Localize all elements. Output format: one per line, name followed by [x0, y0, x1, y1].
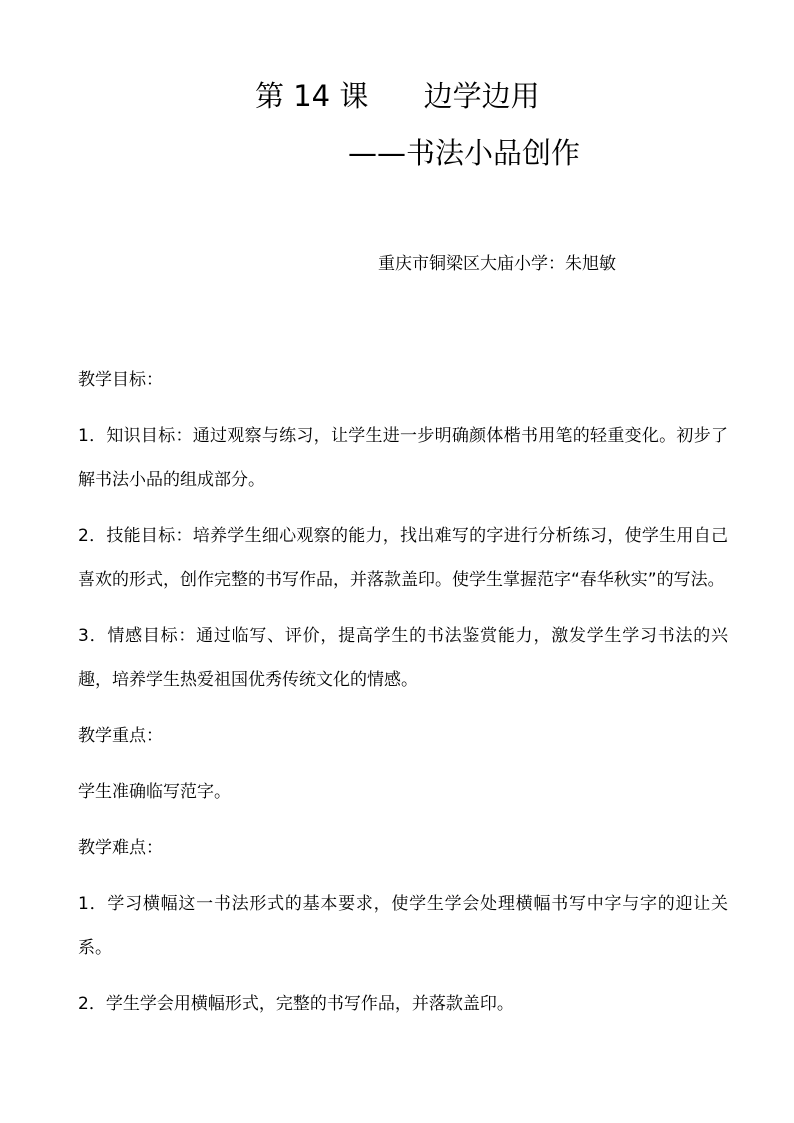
- difficulty-1: 1．学习横幅这一书法形式的基本要求，使学生学会处理横幅书写中字与字的迎让关系。: [78, 894, 728, 958]
- author-line: 重庆市铜梁区大庙小学：朱旭敏: [378, 254, 616, 274]
- objective-skill: 2．技能目标：培养学生细心观察的能力，找出难写的字进行分析练习，使学生用自己喜欢的形式，创作完整的书写作品，并落款盖印。使学生掌握范字“春华秋实”的写法。: [78, 526, 728, 590]
- objective-emotion: 3．情感目标：通过临写、评价，提高学生的书法鉴赏能力，激发学生学习书法的兴趣，培养学生热爱祖国优秀传统文化的情感。: [78, 626, 728, 690]
- document-body: [78, 358, 728, 1038]
- key-points-heading: 教学重点：: [78, 726, 163, 746]
- lesson-subtitle: ——书法小品创作: [348, 136, 581, 170]
- key-point-text: 学生准确临写范字。: [78, 782, 231, 802]
- objectives-heading: 教学目标：: [78, 370, 163, 390]
- difficulties-heading: 教学难点：: [78, 838, 163, 858]
- objective-knowledge: 1．知识目标：通过观察与练习，让学生进一步明确颜体楷书用笔的轻重变化。初步了解书法小品的组成部分。: [78, 426, 728, 490]
- lesson-title: 第 14 课 边学边用: [255, 79, 540, 113]
- difficulty-2: 2．学生学会用横幅形式，完整的书写作品，并落款盖印。: [78, 994, 514, 1014]
